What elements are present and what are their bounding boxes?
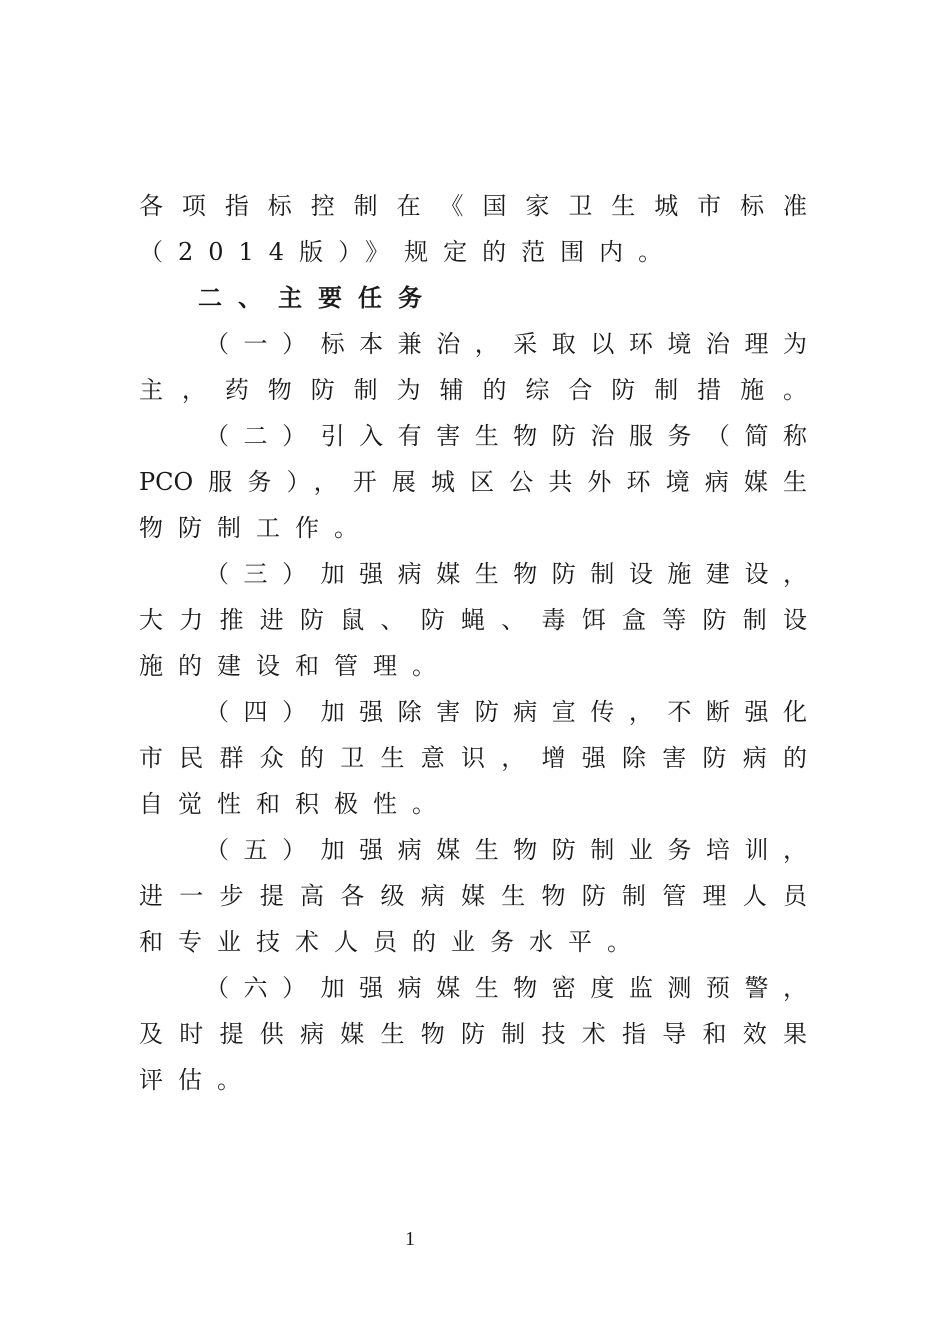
- text-line-7: 物防制工作。: [139, 514, 373, 542]
- text-line-3: （一）标本兼治，采取以环境治理为: [205, 330, 807, 358]
- text-line-17: （六）加强病媒生物密度监测预警，: [205, 974, 807, 1002]
- text-line-14: （五）加强病媒生物防制业务培训，: [205, 836, 807, 864]
- text-line-5: （二）引入有害生物防治服务（简称: [205, 422, 807, 450]
- text-line-4: 主，药物防制为辅的综合防制措施。: [139, 376, 807, 404]
- text-line-12: 市民群众的卫生意识，增强除害防病的: [139, 744, 807, 772]
- text-line-13: 自觉性和积极性。: [139, 790, 451, 818]
- text-line-10: 施的建设和管理。: [139, 652, 451, 680]
- text-line-1: 各项指标控制在《国家卫生城市标准: [139, 192, 807, 220]
- page-number: 1: [405, 1228, 415, 1250]
- text-line-19: 评估。: [139, 1066, 256, 1094]
- text-line-11: （四）加强除害防病宣传，不断强化: [205, 698, 807, 726]
- text-line-6: PCO服务），开展城区公共外环境病媒生: [139, 468, 807, 496]
- text-line-8: （三）加强病媒生物防制设施建设，: [205, 560, 807, 588]
- text-line-9: 大力推进防鼠、防蝇、毒饵盒等防制设: [139, 606, 807, 634]
- text-line-18: 及时提供病媒生物防制技术指导和效果: [139, 1020, 807, 1048]
- text-line-15: 进一步提高各级病媒生物防制管理人员: [139, 882, 807, 910]
- section-heading: 二、主要任务: [198, 284, 438, 312]
- text-line-16: 和专业技术人员的业务水平。: [139, 928, 646, 956]
- text-line-2: （2014版）》规定的范围内。: [139, 238, 678, 266]
